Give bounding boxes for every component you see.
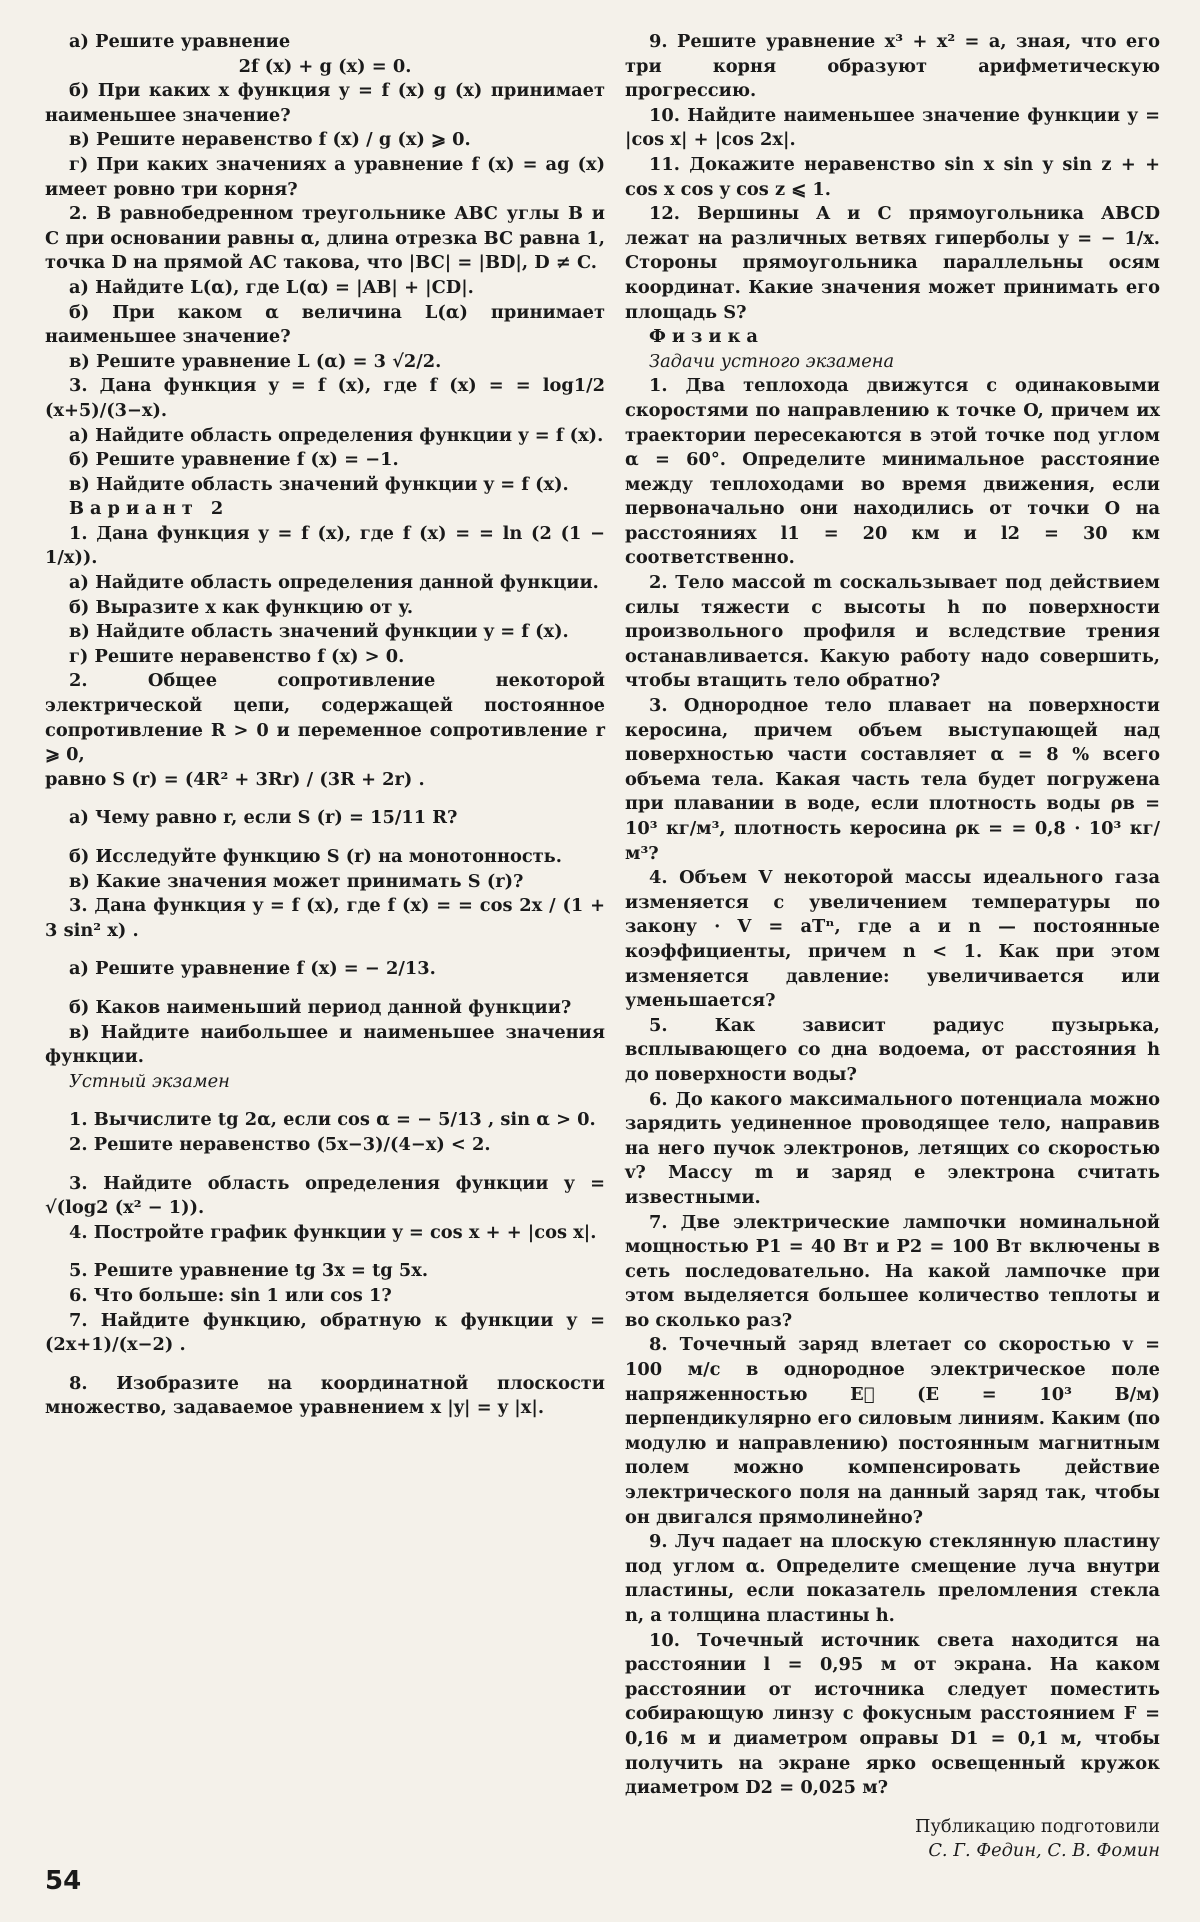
paragraph: в) Решите неравенство f (x) / g (x) ⩾ 0. <box>69 129 471 151</box>
paragraph: 1. Вычислите tg 2α, если cos α = − 5/13 , sin α > 0. <box>69 1109 596 1131</box>
paragraph: г) Решите неравенство f (x) > 0. <box>69 645 405 667</box>
paragraph: в) Найдите область значений функции y = f (x). <box>69 621 569 643</box>
paragraph: 3. Однородное тело плавает на поверхности керосина, причем объем выступающей над поверхностью части составляет α = 8 % всего объема тела. Какая часть тела будет погружена при плавании в воде, если плотность воды ρв = 10³ кг/м³, плотность керосина ρк = = 0,8 · 10³ кг/м³? <box>625 695 1160 864</box>
paragraph: б) При каком α величина L(α) принимает наименьшее значение? <box>45 301 605 348</box>
paragraph: а) Найдите область определения функции y = f (x). <box>69 424 604 446</box>
paragraph: 11. Докажите неравенство sin x sin y sin z + + cos x cos y cos z ⩽ 1. <box>625 153 1160 200</box>
paragraph: а) Чему равно r, если S (r) = 15/11 R? <box>69 807 458 829</box>
paragraph: в) Какие значения может принимать S (r)? <box>69 870 524 892</box>
paragraph: г) При каких значениях a уравнение f (x) = ag (x) имеет ровно три корня? <box>45 153 605 200</box>
paragraph: 9. Луч падает на плоскую стеклянную пластину под углом α. Определите смещение луча внутри пластины, если показатель преломления стекла n, а толщина пластины h. <box>625 1531 1160 1626</box>
paragraph: 9. Решите уравнение x³ + x² = a, зная, что его три корня образуют арифметическую прогрессию. <box>625 31 1160 102</box>
paragraph: 8. Точечный заряд влетает со скоростью v = 100 м/с в однородное электрическое поле напряженностью E⃗ (E = 10³ В/м) перпендикулярно его силовым линиям. Каким (по модулю и направлению) постоянным магнитным полем можно компенсировать действие электрического поля на данный заряд так, чтобы он двигался прямолинейно? <box>625 1334 1160 1528</box>
variant-heading: Вариант 2 <box>69 498 230 520</box>
left-column <box>45 30 605 1421</box>
credits-authors: С. Г. Федин, С. В. Фомин <box>928 1840 1160 1862</box>
paragraph: а) Решите уравнение f (x) = − 2/13. <box>69 958 436 980</box>
paragraph: 12. Вершины A и C прямоугольника ABCD лежат на различных ветвях гиперболы y = − 1/x. Стороны прямоугольника параллельны осям координат. Какие значения может принимать его площадь S? <box>625 203 1160 323</box>
paragraph: а) Найдите L(α), где L(α) = |AB| + |CD|. <box>69 276 474 298</box>
paragraph: б) Выразите x как функцию от y. <box>69 596 414 618</box>
paragraph: б) Каков наименьший период данной функции? <box>69 996 572 1018</box>
page-number: 54 <box>45 1866 82 1896</box>
subsection-heading: Задачи устного экзамена <box>649 350 895 372</box>
credits-label: Публикацию подготовили <box>914 1815 1160 1837</box>
paragraph: 2. В равнобедренном треугольнике ABC углы B и C при основании равны α, длина отрезка BC равна 1, точка D на прямой AC такова, что |BC| = |BD|, D ≠ C. <box>45 203 605 274</box>
paragraph: б) Исследуйте функцию S (r) на монотонность. <box>69 846 562 867</box>
paragraph: 5. Как зависит радиус пузырька, всплывающего со дна водоема, от расстояния h до поверхности воды? <box>625 1014 1160 1085</box>
paragraph: 2. Решите неравенство (5x−3)/(4−x) < 2. <box>69 1133 491 1155</box>
paragraph: а) Решите уравнение <box>69 31 291 52</box>
paragraph: 5. Решите уравнение tg 3x = tg 5x. <box>69 1260 429 1282</box>
paragraph: 10. Найдите наименьшее значение функции y = |cos x| + |cos 2x|. <box>625 104 1160 151</box>
paragraph: 6. До какого максимального потенциала можно зарядить уединенное проводящее тело, направив на него пучок электронов, летящих со скоростью v? Массу m и заряд e электрона считать известными. <box>625 1088 1160 1208</box>
paragraph: а) Найдите область определения данной функции. <box>69 572 599 594</box>
formula-line: равно S (r) = (4R² + 3Rr) / (3R + 2r) . <box>45 768 425 790</box>
paragraph: 7. Найдите функцию, обратную к функции y = (2x+1)/(x−2) . <box>45 1309 605 1356</box>
section-heading: Устный экзамен <box>69 1070 230 1092</box>
paragraph: б) При каких x функция y = f (x) g (x) принимает наименьшее значение? <box>45 80 605 126</box>
paragraph: 3. Дана функция y = f (x), где f (x) = = log1/2 (x+5)/(3−x). <box>45 375 605 421</box>
paragraph: 3. Найдите область определения функции y = √(log2 (x² − 1)). <box>45 1172 605 1219</box>
paragraph: 4. Объем V некоторой массы идеального газа изменяется с увеличением температуры по закону · V = aTⁿ, где a и n — постоянные коэффициенты, причем n < 1. Как при этом изменяется давление: увеличивается или уменьшается? <box>625 867 1160 1012</box>
paragraph: в) Найдите наибольшее и наименьшее значения функции. <box>45 1021 605 1068</box>
paragraph: 10. Точечный источник света находится на расстоянии l = 0,95 м от экрана. На каком расстоянии от источника следует поместить собирающую линзу с фокусным расстоянием F = 0,16 м и диаметром оправы D1 = 0,1 м, чтобы получить на экране ярко освещенный кружок диаметром D2 = 0,025 м? <box>625 1629 1160 1799</box>
paragraph: в) Найдите область значений функции y = f (x). <box>69 473 569 495</box>
paragraph: 8. Изобразите на координатной плоскости множество, задаваемое уравнением x |y| = y |x|. <box>45 1372 605 1419</box>
paragraph: 1. Дана функция y = f (x), где f (x) = = ln (2 (1 − 1/x)). <box>45 522 605 569</box>
formula-line: 2f (x) + g (x) = 0. <box>238 55 412 77</box>
paragraph: в) Решите уравнение L (α) = 3 √2/2. <box>69 350 442 372</box>
paragraph: 6. Что больше: sin 1 или cos 1? <box>69 1284 392 1306</box>
paragraph: 3. Дана функция y = f (x), где f (x) = = cos 2x / (1 + 3 sin² x) . <box>45 895 605 941</box>
paragraph: 1. Два теплохода движутся с одинаковыми скоростями по направлению к точке O, причем их траектории пересекаются в этой точке под углом α = 60°. Определите минимальное расстояние между теплоходами во время движения, если первоначально они находились от точки O на расстояниях l1 = 20 км и l2 = 30 км соответственно. <box>625 375 1160 569</box>
paragraph: б) Решите уравнение f (x) = −1. <box>69 449 399 471</box>
paragraph: 2. Тело массой m соскальзывает под действием силы тяжести с высоты h по поверхности произвольного профиля и вследствие трения останавливается. Какую работу надо совершить, чтобы втащить тело обратно? <box>625 572 1160 692</box>
paragraph: 2. Общее сопротивление некоторой электрической цепи, содержащей постоянное сопротивление R > 0 и переменное сопротивление r ⩾ 0, <box>45 670 605 766</box>
section-heading: Физика <box>649 326 764 348</box>
paragraph: 4. Постройте график функции y = cos x + + |cos x|. <box>69 1221 597 1243</box>
paragraph: 7. Две электрические лампочки номинальной мощностью P1 = 40 Вт и P2 = 100 Вт включены в сеть последовательно. На какой лампочке при этом выделяется большее количество теплоты и во сколько раз? <box>625 1211 1160 1331</box>
right-column <box>625 30 1160 1864</box>
